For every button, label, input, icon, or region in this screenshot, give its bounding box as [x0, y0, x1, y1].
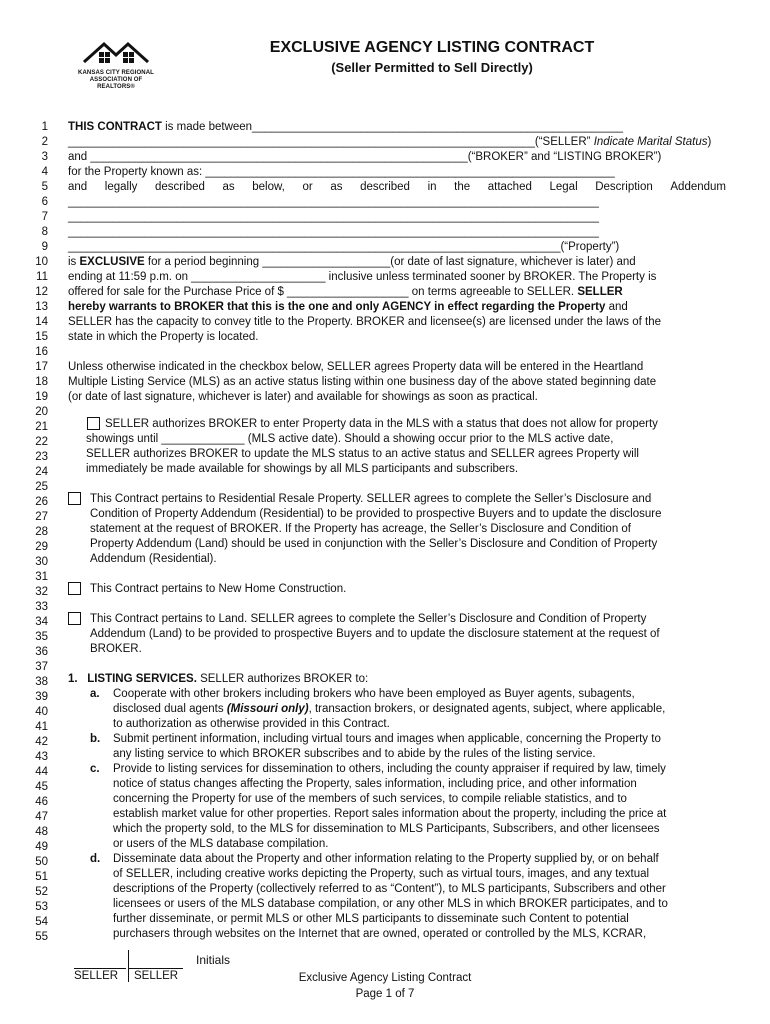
line-13: [68, 300, 628, 314]
paren-close: ): [707, 136, 712, 148]
line-number: 50: [35, 856, 48, 868]
initials-label: Initials: [196, 953, 231, 967]
contract-label: THIS CONTRACT: [68, 121, 162, 133]
item-letter: b.: [90, 733, 101, 745]
item-b-label: [90, 732, 100, 746]
word: below,: [252, 181, 285, 193]
line-27: Condition of Property Addendum (Residential) to be provided to prospective Buyers and to update the disclosure: [90, 508, 662, 520]
seller2-label: SELLER: [134, 970, 179, 982]
line-number: 3: [41, 151, 48, 163]
line-34: This Contract pertains to Land. SELLER agrees to complete the Seller’s Disclosure and Condition of Property: [90, 613, 647, 625]
page-number: Page 1 of 7: [355, 988, 415, 1000]
line-40: [113, 702, 665, 716]
seller2-initials-field[interactable]: [128, 950, 183, 969]
initials-block: [74, 950, 244, 984]
line-number: 36: [35, 646, 48, 658]
line-number: 52: [35, 886, 48, 898]
word: the: [454, 181, 471, 193]
line-number: 55: [35, 931, 48, 943]
line-number: 53: [35, 901, 48, 913]
line-number: 41: [35, 721, 48, 733]
item-a-label: [90, 687, 100, 701]
line-number: 31: [35, 571, 48, 583]
line-8[interactable]: ___________________________________________________________________________________: [68, 226, 599, 238]
word: described: [155, 181, 205, 193]
text: and: [605, 301, 628, 313]
line-number: 4: [41, 166, 48, 178]
line-5: [68, 180, 726, 194]
line-17: Unless otherwise indicated in the checkbox below, SELLER agrees Property data will be entered in the Heartland: [68, 361, 644, 373]
section-number: 1.: [68, 673, 78, 685]
logo-line1: KANSAS CITY REGIONAL: [78, 70, 154, 76]
item-letter: c.: [90, 763, 100, 775]
line-number: 8: [41, 226, 48, 238]
line-number: 46: [35, 796, 48, 808]
land-checkbox[interactable]: [68, 612, 81, 625]
line-number: 14: [35, 316, 48, 328]
line-number: 30: [35, 556, 48, 568]
missouri-only-note: (Missouri only): [226, 703, 309, 715]
line-number: 47: [35, 811, 48, 823]
line-number: 49: [35, 841, 48, 853]
line-14: SELLER has the capacity to convey title to the Property. BROKER and licensee(s) are licensed under the laws of the: [68, 316, 661, 328]
parties-blank[interactable]: is made between__________________________________________________________: [161, 121, 624, 133]
line-35: Addendum (Land) to be provided to prospective Buyers and to update the disclosure statement at the request of: [90, 628, 660, 640]
line-11[interactable]: ending at 11:59 p.m. on _____________________ inclusive unless terminated sooner by BROKER. The Property is: [68, 271, 657, 283]
line-number: 10: [35, 256, 48, 268]
line-18: Multiple Listing Service (MLS) as an active status listing within one business day of the above stated beginning date: [68, 376, 657, 388]
seller1-label: SELLER: [74, 970, 119, 982]
line-number: 33: [35, 601, 48, 613]
word: in: [427, 181, 437, 193]
line-number: 17: [35, 361, 48, 373]
line-number: 37: [35, 661, 48, 673]
line-9[interactable]: _____________________________________________________________________________(“Property”): [68, 241, 620, 253]
text: disclosed dual agents: [113, 703, 227, 715]
line-3[interactable]: and ___________________________________________________________(“BROKER” and “LISTING BROKER”): [68, 151, 662, 163]
document-title: EXCLUSIVE AGENCY LISTING CONTRACT: [269, 39, 595, 56]
line-number: 43: [35, 751, 48, 763]
line-42: Submit pertinent information, including virtual tours and images when applicable, concerning the Property to: [113, 733, 661, 745]
line-number: 45: [35, 781, 48, 793]
logo-text: [74, 70, 158, 91]
text: is: [68, 256, 80, 268]
line-number: 7: [41, 211, 48, 223]
line-26: This Contract pertains to Residential Resale Property. SELLER agrees to complete the Seller’s Disclosure and: [90, 493, 652, 505]
word: attached: [487, 181, 532, 193]
line-21: SELLER authorizes BROKER to enter Property data in the MLS with a status that does not allow for property: [105, 418, 658, 430]
line-46: concerning the Property for use of the members of such services, to compile reliable statistics, and to: [113, 793, 627, 805]
word: Addendum: [670, 181, 726, 193]
price-blank[interactable]: offered for sale for the Purchase Price of $ ___________________ on terms agreeable to SELLER.: [68, 286, 578, 298]
logo-line2: ASSOCIATION OF REALTORS®: [89, 77, 143, 90]
line-number: 27: [35, 511, 48, 523]
line-12: [68, 285, 623, 299]
word: and: [68, 181, 88, 193]
line-number: 29: [35, 541, 48, 553]
line-39: Cooperate with other brokers including brokers who have been employed as Buyer agents, subagents,: [113, 688, 635, 700]
residential-resale-checkbox[interactable]: [68, 492, 81, 505]
line-41: to authorization as otherwise provided in this Contract.: [113, 718, 390, 730]
word: Legal: [549, 181, 578, 193]
line-number: 23: [35, 451, 48, 463]
document-subtitle: (Seller Permitted to Sell Directly): [331, 60, 533, 75]
begin-date-blank[interactable]: for a period beginning ____________________(or date of last signature, whichever is later) and: [144, 256, 636, 268]
line-28: statement at the request of BROKER. If the Property has acreage, the Seller’s Disclosure and Condition of: [90, 523, 631, 535]
item-letter: a.: [90, 688, 100, 700]
exclusive-label: EXCLUSIVE: [79, 256, 145, 268]
line-36: BROKER.: [90, 643, 142, 655]
line-number: 34: [35, 616, 48, 628]
line-30: Addendum (Residential).: [90, 553, 217, 565]
line-number: 20: [35, 406, 48, 418]
text: , transaction brokers, or designated agents, subject, where applicable,: [308, 703, 666, 715]
line-52: descriptions of the Property (collectively referred to as “Content”), to MLS participants, Subscribers and other: [113, 883, 666, 895]
new-construction-checkbox[interactable]: [68, 582, 81, 595]
line-number: 44: [35, 766, 48, 778]
line-number: 5: [41, 181, 48, 193]
line-number: 22: [35, 436, 48, 448]
line-number: 2: [41, 136, 48, 148]
word: or: [302, 181, 313, 193]
mls-delay-checkbox[interactable]: [87, 417, 100, 430]
warranty-clause: hereby warrants to BROKER that this is the one and only AGENCY in effect regarding the Property: [68, 301, 606, 313]
line-number: 26: [35, 496, 48, 508]
line-number: 12: [35, 286, 48, 298]
text: SELLER authorizes BROKER to:: [196, 673, 369, 685]
line-number: 28: [35, 526, 48, 538]
line-50: Disseminate data about the Property and other information relating to the Property supplied by, or on behalf: [113, 853, 659, 865]
seller-bold: SELLER: [577, 286, 623, 298]
line-22[interactable]: showings until _____________ (MLS active date). Should a showing occur prior to the MLS active date,: [86, 433, 614, 445]
section-heading: LISTING SERVICES.: [87, 673, 197, 685]
line-47: establish market value for other properties. Report sales information about the property, including the price at: [113, 808, 667, 820]
line-32: This Contract pertains to New Home Construction.: [90, 583, 347, 595]
item-c-label: [90, 762, 100, 776]
line-51: of SELLER, including creative works depicting the Property, such as virtual tours, images, and any textual: [113, 868, 650, 880]
page-footer: [270, 970, 500, 1002]
line-29: Property Addendum (Land) should be used in conjunction with the Seller’s Disclosure and Condition of Property: [90, 538, 658, 550]
line-number: 13: [35, 301, 48, 313]
line-45: notice of status changes affecting the Property, sales information, including price, and other information: [113, 778, 637, 790]
line-number: 19: [35, 391, 48, 403]
line-number: 16: [35, 346, 48, 358]
line-number: 25: [35, 481, 48, 493]
line-number: 40: [35, 706, 48, 718]
line-38: [68, 672, 368, 686]
word: Description: [595, 181, 653, 193]
item-letter: d.: [90, 853, 101, 865]
line-6[interactable]: ___________________________________________________________________________________: [68, 196, 599, 208]
line-15: state in which the Property is located.: [68, 331, 259, 343]
footer-doc-title: Exclusive Agency Listing Contract: [298, 972, 472, 984]
seller-name-blank[interactable]: _________________________________________________________________________: [68, 136, 535, 148]
line-number: 9: [41, 241, 48, 253]
line-49: or users of the MLS database compilation.: [113, 838, 329, 850]
line-number: 48: [35, 826, 48, 838]
line-number: 38: [35, 676, 48, 688]
line-19: (or date of last signature, whichever is later) and available for showings as soon as practical.: [68, 391, 538, 403]
line-55: purchasers through websites on the Internet that are owned, operated or controlled by the MLS, KCRAR,: [113, 928, 647, 940]
word: legally: [104, 181, 138, 193]
line-53: licensees or users of the MLS database compilation, or any other MLS in which BROKER participates, and to: [113, 898, 668, 910]
line-number: 21: [35, 421, 48, 433]
line-number: 39: [35, 691, 48, 703]
line-number: 6: [41, 196, 48, 208]
line-1: [68, 120, 623, 134]
line-54: further disseminate, or permit MLS or other MLS participants to disseminate such Content to potential: [113, 913, 629, 925]
line-2: [68, 135, 726, 149]
seller-label: (“SELLER”: [534, 136, 594, 148]
word: as: [222, 181, 235, 193]
line-number: 54: [35, 916, 48, 928]
line-10: [68, 255, 636, 269]
seller1-initials-field[interactable]: [74, 950, 126, 969]
line-7[interactable]: ___________________________________________________________________________________: [68, 211, 599, 223]
line-number: 15: [35, 331, 48, 343]
line-44: Provide to listing services for dissemination to others, including the county appraiser if required by law, timely: [113, 763, 666, 775]
line-48: which the property sold, to the MLS for dissemination to MLS Participants, Subscribers, and other licensees: [113, 823, 660, 835]
house-roof-icon: [82, 40, 150, 70]
line-number: 35: [35, 631, 48, 643]
line-43: any listing service to which BROKER subscribes and to abide by the rules of the listing service.: [113, 748, 596, 760]
line-24: immediately be made available for showings by all MLS participants and subscribers.: [86, 463, 519, 475]
line-number: 51: [35, 871, 48, 883]
marital-status-note: Indicate Marital Status: [593, 136, 708, 148]
line-23: SELLER authorizes BROKER to update the MLS status to an active status and SELLER agrees Property will: [86, 448, 639, 460]
word: as: [330, 181, 343, 193]
line-number: 1: [41, 121, 48, 133]
line-number: 42: [35, 736, 48, 748]
divider: [128, 968, 129, 982]
line-4[interactable]: for the Property known as: ________________________________________________________________: [68, 166, 615, 178]
line-number: 18: [35, 376, 48, 388]
kcrar-logo: [74, 40, 158, 92]
word: described: [360, 181, 410, 193]
item-d-label: [90, 852, 100, 866]
line-number: 11: [36, 271, 48, 283]
line-number: 24: [35, 466, 48, 478]
line-number: 32: [35, 586, 48, 598]
